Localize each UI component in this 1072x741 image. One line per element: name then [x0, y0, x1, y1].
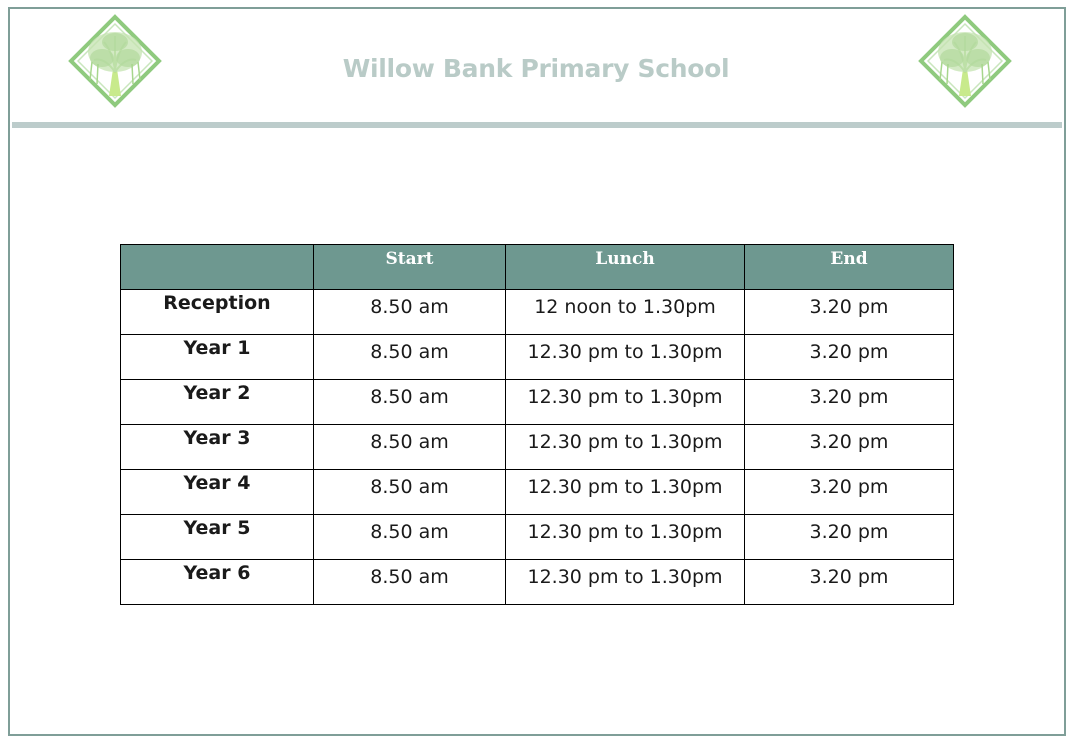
header-divider — [12, 122, 1062, 128]
table-header-row — [121, 245, 954, 290]
table-row — [121, 560, 954, 605]
end-time: 3.20 pm — [745, 425, 954, 470]
table-row — [121, 380, 954, 425]
row-group: Year 2 — [121, 380, 314, 425]
end-time: 3.20 pm — [745, 380, 954, 425]
start-time: 8.50 am — [314, 425, 506, 470]
lunch-time: 12.30 pm to 1.30pm — [506, 470, 745, 515]
timetable — [120, 244, 954, 605]
row-group: Year 5 — [121, 515, 314, 560]
lunch-time: 12.30 pm to 1.30pm — [506, 515, 745, 560]
row-group: Year 4 — [121, 470, 314, 515]
table-row — [121, 335, 954, 380]
start-time: 8.50 am — [314, 560, 506, 605]
column-header-group — [121, 245, 314, 290]
lunch-time: 12.30 pm to 1.30pm — [506, 425, 745, 470]
table-row — [121, 515, 954, 560]
table-row — [121, 290, 954, 335]
lunch-time: 12 noon to 1.30pm — [506, 290, 745, 335]
start-time: 8.50 am — [314, 470, 506, 515]
end-time: 3.20 pm — [745, 515, 954, 560]
column-header-lunch: Lunch — [506, 245, 745, 290]
row-group: Reception — [121, 290, 314, 335]
table-row — [121, 470, 954, 515]
end-time: 3.20 pm — [745, 290, 954, 335]
row-group: Year 3 — [121, 425, 314, 470]
start-time: 8.50 am — [314, 335, 506, 380]
end-time: 3.20 pm — [745, 335, 954, 380]
end-time: 3.20 pm — [745, 470, 954, 515]
lunch-time: 12.30 pm to 1.30pm — [506, 560, 745, 605]
table-row — [121, 425, 954, 470]
end-time: 3.20 pm — [745, 560, 954, 605]
start-time: 8.50 am — [314, 380, 506, 425]
page-title: Willow Bank Primary School — [342, 54, 730, 83]
row-group: Year 1 — [121, 335, 314, 380]
column-header-end: End — [745, 245, 954, 290]
row-group: Year 6 — [121, 560, 314, 605]
lunch-time: 12.30 pm to 1.30pm — [506, 380, 745, 425]
column-header-start: Start — [314, 245, 506, 290]
start-time: 8.50 am — [314, 290, 506, 335]
start-time: 8.50 am — [314, 515, 506, 560]
lunch-time: 12.30 pm to 1.30pm — [506, 335, 745, 380]
